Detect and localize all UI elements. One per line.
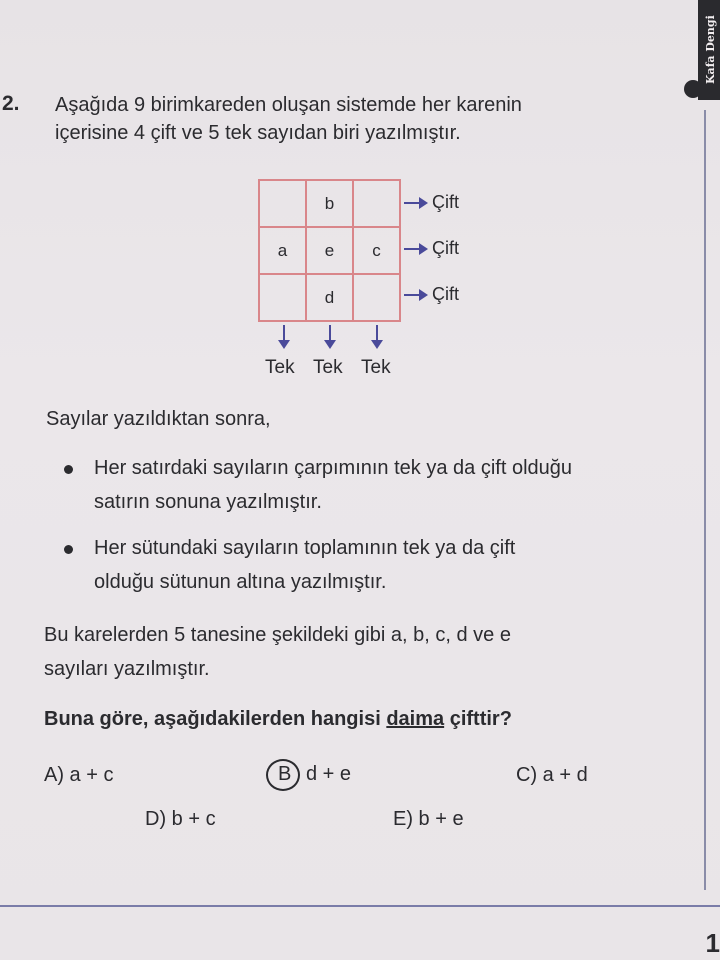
option-b-letter: B: [278, 763, 292, 785]
col-label: Tek: [361, 357, 391, 378]
margin-line: [704, 110, 706, 890]
row-label: [404, 238, 459, 259]
bullet2-line2: olduğu sütunun altına yazılmıştır.: [94, 571, 387, 593]
bullet2-line1: Her sütundaki sayıların toplamının tek ya da çift: [94, 537, 516, 559]
paragraph-line1: Bu karelerden 5 tanesine şekildeki gibi a, b, c, d ve e: [44, 624, 511, 646]
bullet1-line2: satırın sonuna yazılmıştır.: [94, 491, 322, 513]
bullet-icon: [64, 545, 73, 554]
question-prompt: [44, 706, 512, 732]
grid-cell: [353, 180, 400, 227]
brand-dot-icon: [684, 80, 702, 98]
arrow-down-icon: [376, 325, 378, 345]
question-stem-line2: içerisine 4 çift ve 5 tek sayıdan biri yazılmıştır.: [55, 122, 461, 144]
bullet-icon: [64, 465, 73, 474]
arrow-right-icon: [404, 248, 426, 250]
grid-cell: [259, 274, 306, 321]
option-e[interactable]: E) b + e: [393, 808, 464, 830]
row-label: [404, 192, 459, 213]
prompt-part: Buna göre, aşağıdakilerden hangisi: [44, 708, 387, 730]
option-a[interactable]: A) a + c: [44, 764, 114, 786]
paragraph-line2: sayıları yazılmıştır.: [44, 658, 210, 680]
question-stem-line1: Aşağıda 9 birimkareden oluşan sistemde her karenin: [55, 94, 522, 116]
bottom-divider: [0, 905, 720, 907]
question-number: 2.: [2, 92, 20, 115]
grid-cell: a: [259, 227, 306, 274]
row-label: [404, 284, 459, 305]
brand-text: Kafa Dengi: [704, 15, 717, 85]
row-label-text: Çift: [432, 238, 459, 258]
grid-cell: [353, 274, 400, 321]
row-label-text: Çift: [432, 284, 459, 304]
grid-cell: b: [306, 180, 353, 227]
grid-cell: [259, 180, 306, 227]
page-number: 1: [705, 928, 720, 958]
grid-cell: d: [306, 274, 353, 321]
grid-cell: c: [353, 227, 400, 274]
arrow-down-icon: [329, 325, 331, 345]
col-label: Tek: [265, 357, 295, 378]
bullet1-line1: Her satırdaki sayıların çarpımının tek ya da çift olduğu: [94, 457, 572, 479]
option-c[interactable]: C) a + d: [516, 764, 588, 786]
prompt-emphasis: daima: [386, 708, 445, 730]
row-label-text: Çift: [432, 192, 459, 212]
option-d[interactable]: D) b + c: [145, 808, 216, 830]
arrow-down-icon: [283, 325, 285, 345]
arrow-right-icon: [404, 202, 426, 204]
number-grid: [258, 179, 401, 322]
option-b-text: d + e: [306, 763, 352, 785]
arrow-right-icon: [404, 294, 426, 296]
intro-text: Sayılar yazıldıktan sonra,: [46, 408, 271, 430]
grid-cell: e: [306, 227, 353, 274]
prompt-part: çifttir?: [444, 708, 512, 730]
col-label: Tek: [313, 357, 343, 378]
